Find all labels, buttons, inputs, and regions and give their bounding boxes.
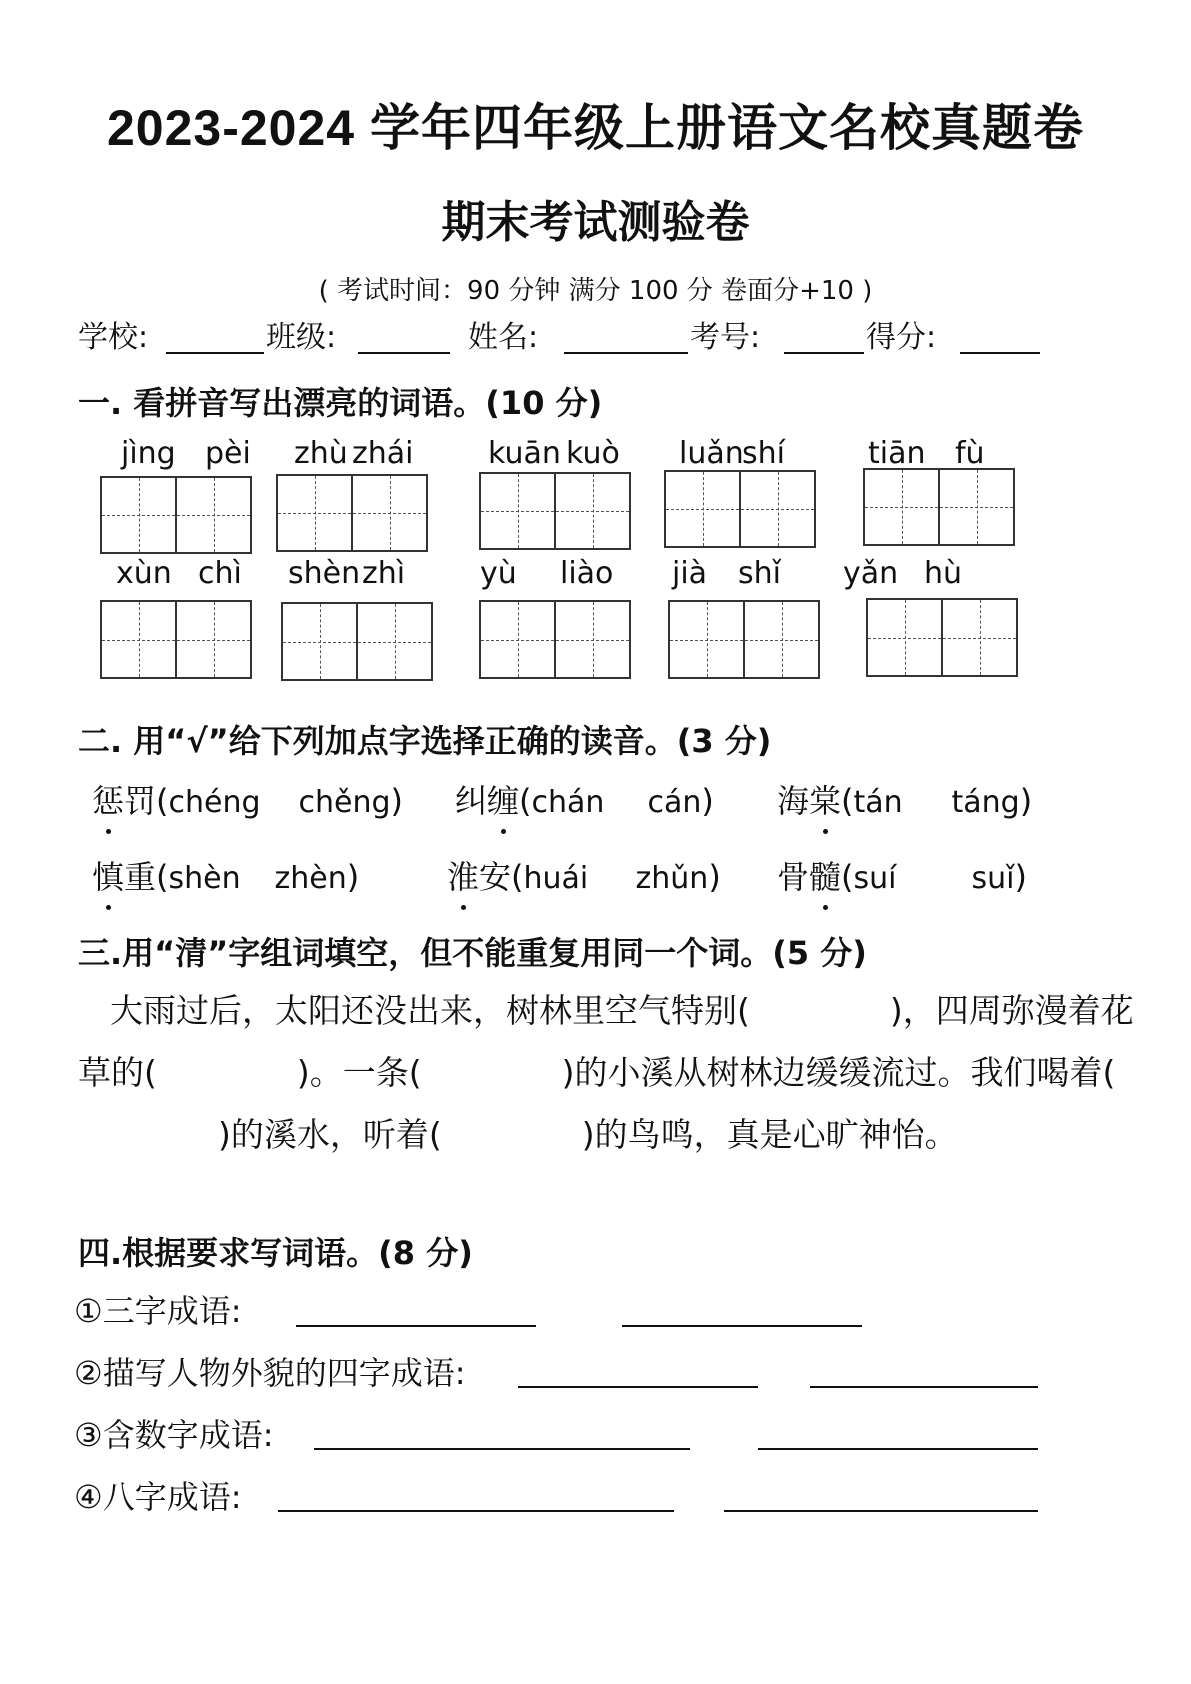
pinyin-option[interactable]: suí bbox=[853, 861, 897, 896]
writing-grid[interactable] bbox=[479, 600, 631, 679]
dotted-char: 髓 bbox=[809, 852, 841, 898]
section2-title: 二. 用“√”给下列加点字选择正确的读音。(3 分) bbox=[78, 722, 772, 760]
text-segment: )的小溪从树林边缓缓流过。我们喝着( bbox=[561, 1053, 1116, 1092]
pinyin-option[interactable]: chěng bbox=[298, 785, 391, 820]
school-field[interactable] bbox=[166, 350, 264, 354]
answer-line[interactable] bbox=[758, 1446, 1038, 1450]
q4-label: ②描写人物外貌的四字成语: bbox=[74, 1354, 466, 1392]
paren-open: ( bbox=[156, 858, 169, 896]
paren-open: ( bbox=[519, 782, 532, 820]
pinyin: yù bbox=[480, 556, 517, 591]
writing-grid[interactable] bbox=[100, 476, 252, 554]
answer-line[interactable] bbox=[622, 1323, 862, 1327]
answer-line[interactable] bbox=[518, 1384, 758, 1388]
char: 纠 bbox=[455, 782, 488, 820]
answer-line[interactable] bbox=[314, 1446, 690, 1450]
q4-label: ①三字成语: bbox=[74, 1292, 242, 1330]
writing-grid[interactable] bbox=[281, 602, 433, 681]
section4-title: 四.根据要求写词语。(8 分) bbox=[78, 1234, 473, 1272]
pinyin-option[interactable]: huái bbox=[523, 861, 589, 896]
paren-close: ) bbox=[708, 858, 721, 896]
pinyin: jìng bbox=[121, 436, 176, 471]
pinyin-option[interactable]: zhèn bbox=[274, 861, 347, 896]
char: 重 bbox=[124, 858, 157, 896]
pinyin: hù bbox=[924, 556, 963, 591]
section3-title: 三.用“清”字组词填空，但不能重复用同一个词。(5 分) bbox=[78, 934, 867, 972]
score-field[interactable] bbox=[960, 350, 1040, 354]
writing-grid[interactable] bbox=[863, 468, 1015, 546]
pinyin: luǎn bbox=[679, 436, 744, 471]
reading-choice-item bbox=[92, 776, 403, 822]
pinyin: shí bbox=[742, 436, 785, 471]
paren-close: ) bbox=[346, 858, 360, 896]
text-segment: )。一条( bbox=[296, 1053, 422, 1092]
pinyin-option[interactable]: cán bbox=[647, 785, 702, 820]
q4-label: ③含数字成语: bbox=[74, 1416, 274, 1454]
paren-open: ( bbox=[156, 782, 169, 820]
char: 骨 bbox=[777, 858, 810, 896]
text-segment: )的鸟鸣，真是心旷神怡。 bbox=[581, 1115, 958, 1154]
pinyin-option[interactable]: táng bbox=[951, 785, 1020, 820]
writing-grid[interactable] bbox=[100, 600, 252, 679]
answer-line[interactable] bbox=[724, 1508, 1038, 1512]
pinyin-option[interactable]: tán bbox=[853, 785, 903, 820]
reading-choice-item bbox=[777, 852, 1027, 898]
writing-grid[interactable] bbox=[668, 600, 820, 679]
pinyin: yǎn bbox=[843, 556, 899, 591]
pinyin-option[interactable]: suǐ bbox=[971, 861, 1015, 896]
class-label: 班级: bbox=[266, 320, 337, 355]
writing-grid[interactable] bbox=[276, 474, 428, 552]
pinyin: kuān bbox=[488, 436, 561, 471]
reading-choice-item bbox=[447, 852, 721, 898]
pinyin: chì bbox=[198, 556, 242, 591]
pinyin: jià bbox=[672, 556, 708, 591]
reading-choice-item bbox=[92, 852, 359, 898]
writing-grid[interactable] bbox=[664, 470, 816, 548]
dotted-char: 棠 bbox=[809, 776, 841, 822]
char: 海 bbox=[777, 782, 810, 820]
dotted-char: 缠 bbox=[487, 776, 519, 822]
text-segment: )的溪水，听着( bbox=[218, 1115, 442, 1154]
pinyin: fù bbox=[955, 436, 985, 471]
exam-number-field[interactable] bbox=[784, 350, 864, 354]
name-label: 姓名: bbox=[468, 320, 539, 355]
answer-line[interactable] bbox=[278, 1508, 674, 1512]
dotted-char: 淮 bbox=[447, 852, 479, 898]
paren-open: ( bbox=[841, 782, 854, 820]
pinyin: shǐ bbox=[738, 556, 781, 591]
name-field[interactable] bbox=[564, 350, 688, 354]
reading-choice-item bbox=[455, 776, 714, 822]
reading-choice-item bbox=[777, 776, 1032, 822]
pinyin-option[interactable]: chán bbox=[531, 785, 605, 820]
pinyin: zhì bbox=[362, 556, 406, 591]
pinyin: tiān bbox=[868, 436, 926, 471]
exam-meta: ( 考试时间：90 分钟 满分 100 分 卷面分+10 ) bbox=[318, 276, 873, 306]
char: 罚 bbox=[124, 782, 157, 820]
class-field[interactable] bbox=[358, 350, 450, 354]
pinyin: zhái bbox=[352, 436, 414, 471]
paren-close: ) bbox=[1019, 782, 1033, 820]
paren-open: ( bbox=[841, 858, 854, 896]
writing-grid[interactable] bbox=[866, 598, 1018, 677]
pinyin-option[interactable]: shèn bbox=[168, 861, 241, 896]
paren-close: ) bbox=[390, 782, 404, 820]
answer-line[interactable] bbox=[296, 1323, 536, 1327]
paren-close: ) bbox=[701, 782, 714, 820]
answer-line[interactable] bbox=[810, 1384, 1038, 1388]
pinyin-option[interactable]: chéng bbox=[168, 785, 261, 820]
char: 安 bbox=[479, 858, 512, 896]
pinyin: liào bbox=[560, 556, 614, 591]
pinyin: zhù bbox=[294, 436, 348, 471]
text-segment: )，四周弥漫着花草的( bbox=[78, 991, 1134, 1092]
score-label: 得分: bbox=[866, 320, 937, 355]
section1-title: 一. 看拼音写出漂亮的词语。(10 分) bbox=[78, 384, 603, 422]
page-subtitle: 期末考试测验卷 bbox=[441, 197, 750, 248]
paren-open: ( bbox=[511, 858, 524, 896]
q4-label: ④八字成语: bbox=[74, 1478, 242, 1516]
pinyin: shèn bbox=[288, 556, 361, 591]
page-title: 2023-2024 学年四年级上册语文名校真题卷 bbox=[106, 100, 1084, 156]
pinyin: kuò bbox=[566, 436, 620, 471]
exam-number-label: 考号: bbox=[690, 320, 761, 355]
fill-in-paragraph bbox=[78, 980, 1138, 1166]
pinyin-option[interactable]: zhǔn bbox=[635, 861, 709, 896]
school-label: 学校: bbox=[78, 320, 149, 355]
dotted-char: 慎 bbox=[92, 852, 124, 898]
pinyin: xùn bbox=[116, 556, 172, 591]
paren-close: ) bbox=[1014, 858, 1027, 896]
text-segment: 大雨过后，太阳还没出来，树林里空气特别( bbox=[110, 991, 750, 1030]
pinyin: pèi bbox=[205, 436, 251, 471]
writing-grid[interactable] bbox=[479, 472, 631, 550]
dotted-char: 惩 bbox=[92, 776, 124, 822]
